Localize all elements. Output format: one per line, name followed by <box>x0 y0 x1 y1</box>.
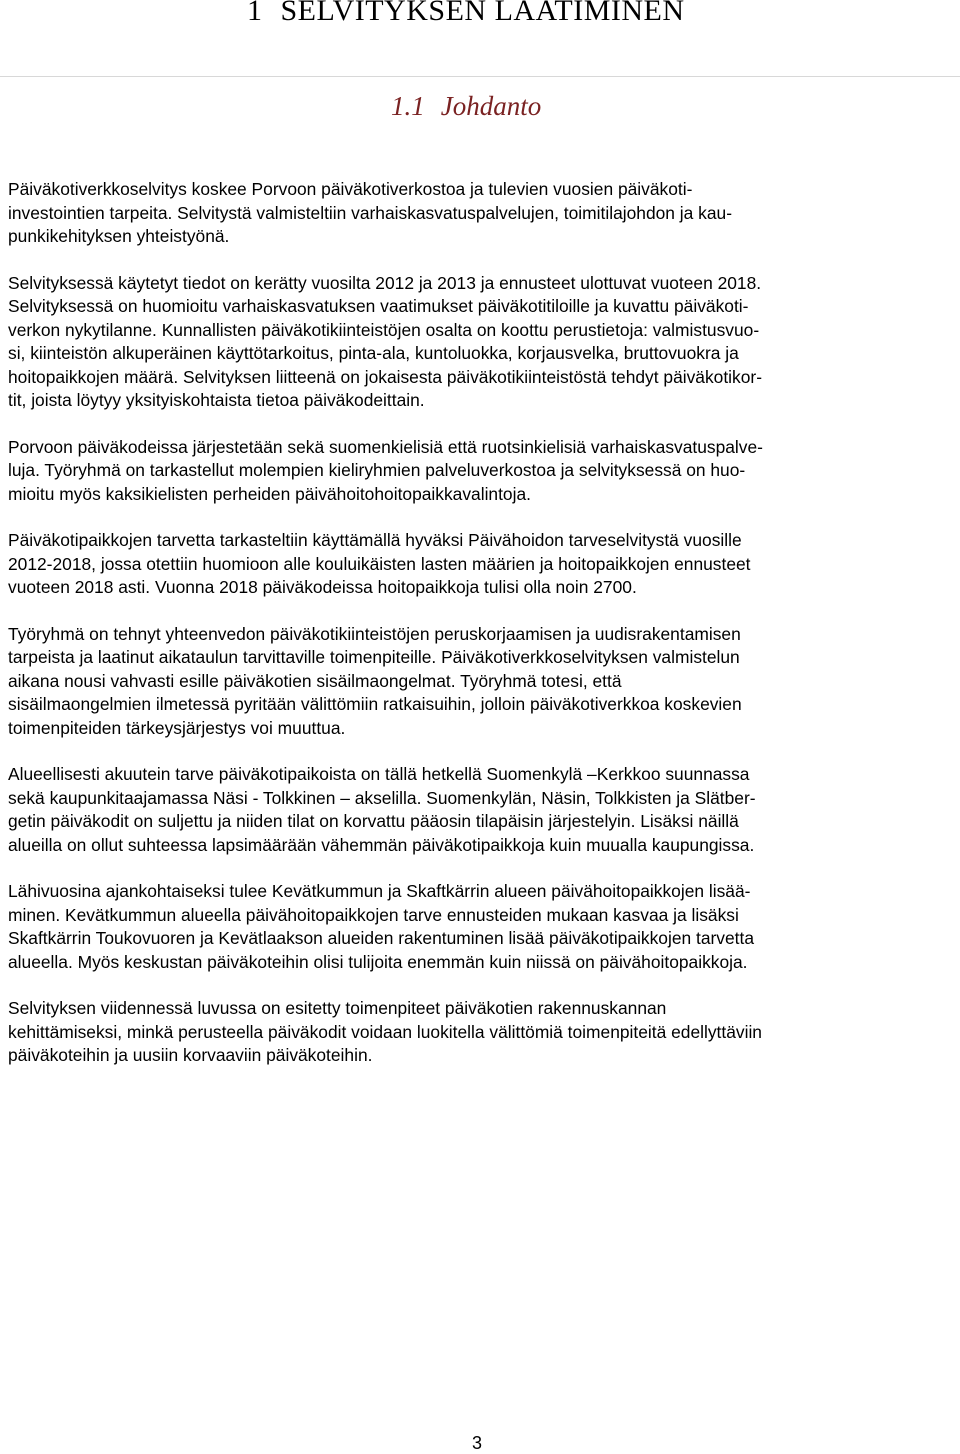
text-line: tit, joista löytyy yksityiskohtaista tietoa päiväkodeittain. <box>8 390 425 410</box>
paragraph-intro <box>8 178 954 249</box>
text-line: Alueellisesti akuutein tarve päiväkotipaikoista on tällä hetkellä Suomenkylä –Kerkkoo suunnassa <box>8 764 750 784</box>
text-line: tarpeista ja laatinut aikataulun tarvittaville toimenpiteille. Päiväkotiverkkoselvityksen valmistelun <box>8 647 740 667</box>
paragraph-renovation <box>8 623 954 741</box>
text-line: hoitopaikkojen määrä. Selvityksen liitteenä on jokaisesta päiväkotikiinteistöstä tehdyt päiväkotikor- <box>8 366 762 387</box>
text-line: getin päiväkodit on suljettu ja niiden tilat on korvattu pääosin tilapäisin järjestelyin. Lisäksi näillä <box>8 811 739 831</box>
text-line: kehittämiseksi, minkä perusteella päiväkodit voidaan luokitella välittömiä toimenpiteitä edellyttäviin <box>8 1021 762 1042</box>
section-number: 1.1 <box>391 91 425 121</box>
text-line: sekä kaupunkitaajamassa Näsi - Tolkkinen – akselilla. Suomenkylän, Näsin, Tolkkisten ja Slätber- <box>8 787 756 808</box>
text-line: 2012-2018, jossa otettiin huomioon alle kouluikäisten lasten määrien ja hoitopaikkojen ennusteet <box>8 553 751 574</box>
chapter-title: SELVITYKSEN LAATIMINEN <box>280 0 685 27</box>
text-line: punkikehityksen yhteistyönä. <box>8 226 230 246</box>
section-heading <box>391 88 541 124</box>
paragraph-languages <box>8 436 954 507</box>
text-line: investointien tarpeita. Selvitystä valmisteltiin varhaiskasvatuspalvelujen, toimitilajohdon ja kau- <box>8 202 733 223</box>
text-line: Selvityksessä käytetyt tiedot on kerätty vuosilta 2012 ja 2013 ja ennusteet ulottuvat vuoteen 2018. <box>8 272 762 293</box>
text-line: vuoteen 2018 asti. Vuonna 2018 päiväkodeissa hoitopaikkoja tulisi olla noin 2700. <box>8 577 637 597</box>
text-line: Selvityksessä on huomioitu varhaiskasvatuksen vaatimukset päiväkotitiloille ja kuvattu päiväkoti- <box>8 296 749 316</box>
paragraph-near-future <box>8 880 954 974</box>
text-line: toimenpiteiden tärkeysjärjestys voi muuttua. <box>8 717 346 738</box>
text-line: alueilla on ollut suhteessa lapsimäärään vähemmän päiväkotipaikkoja kuin muualla kaupungissa. <box>8 834 755 855</box>
text-line: alueella. Myös keskustan päiväkoteihin olisi tulijoita enemmän kuin niissä on päivähoitopaikkoja. <box>8 951 748 972</box>
page-number: 3 <box>472 1433 483 1453</box>
text-line: Päiväkotiverkkoselvitys koskee Porvoon päiväkotiverkostoa ja tulevien vuosien päiväkoti- <box>8 179 693 199</box>
text-line: verkon nykytilanne. Kunnallisten päiväkotikiinteistöjen osalta on koottu perustietoja: valmistusvuo- <box>8 319 760 340</box>
paragraph-regional-need <box>8 763 954 857</box>
text-line: minen. Kevätkummun alueella päivähoitopaikkojen tarve ennusteiden mukaan kasvaa ja lisäksi <box>8 904 739 925</box>
paragraph-measures <box>8 997 954 1068</box>
text-line: Lähivuosina ajankohtaiseksi tulee Kevätkummun ja Skaftkärrin alueen päivähoitopaikkojen lisää- <box>8 881 751 901</box>
text-line: luja. Työryhmä on tarkastellut molempien kieliryhmien palveluverkostoa ja selvityksessä on huo- <box>8 460 746 480</box>
paragraph-data-sources <box>8 272 954 413</box>
text-line: Skaftkärrin Toukovuoren ja Kevätlaakson alueiden rakentuminen lisää päiväkotipaikkojen tarvetta <box>8 928 754 948</box>
section-title: Johdanto <box>440 91 542 121</box>
text-line: Porvoon päiväkodeissa järjestetään sekä suomenkielisiä että ruotsinkielisiä varhaiskasvatuspalve- <box>8 436 763 457</box>
text-line: Selvityksen viidennessä luvussa on esitetty toimenpiteet päiväkotien rakennuskannan <box>8 998 667 1018</box>
text-line: Päiväkotipaikkojen tarvetta tarkasteltiin käyttämällä hyväksi Päivähoidon tarveselvitystä vuosille <box>8 530 742 550</box>
text-line: päiväkoteihin ja uusiin korvaaviin päiväkoteihin. <box>8 1045 373 1065</box>
body-text <box>8 178 954 1091</box>
chapter-heading <box>247 0 685 31</box>
heading-divider <box>0 76 960 77</box>
chapter-number: 1 <box>247 0 263 27</box>
text-line: mioitu myös kaksikielisten perheiden päivähoitohoitopaikkavalintoja. <box>8 483 531 504</box>
text-line: si, kiinteistön alkuperäinen käyttötarkoitus, pinta-ala, kuntoluokka, korjausvelka, bruttovuokra ja <box>8 343 739 363</box>
text-line: sisäilmaongelmien ilmetessä pyritään välittömiin ratkaisuihin, jolloin päiväkotiverkkoa koskevien <box>8 694 742 714</box>
text-line: aikana nousi vahvasti esille päiväkotien sisäilmaongelmat. Työryhmä totesi, että <box>8 670 622 691</box>
text-line: Työryhmä on tehnyt yhteenvedon päiväkotikiinteistöjen peruskorjaamisen ja uudisrakentamisen <box>8 623 741 644</box>
paragraph-demand <box>8 529 954 600</box>
